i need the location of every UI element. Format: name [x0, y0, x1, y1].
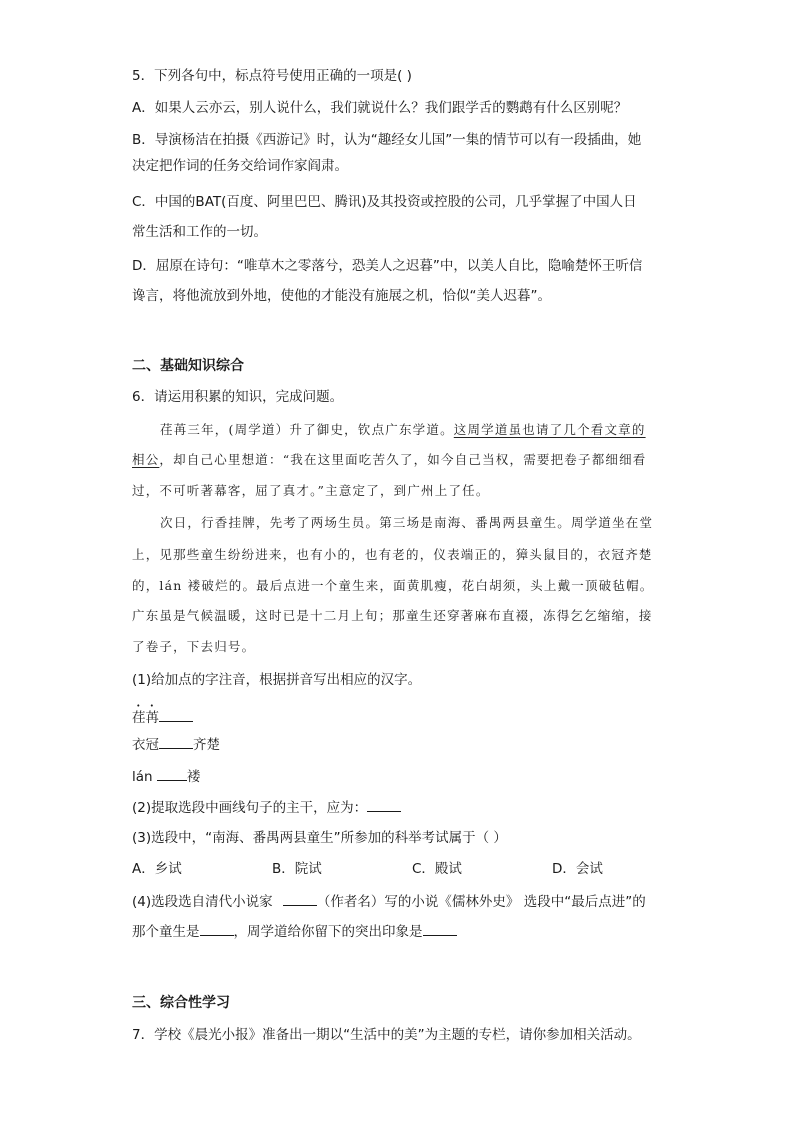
- passage-p2-line5: 了卷子，下去归号。: [132, 639, 256, 654]
- option-c: C．殿试: [412, 861, 462, 877]
- sub-question-text: (2)提取选段中画线句子的主干，应为：: [132, 800, 368, 816]
- section-three-heading: 三、综合性学习: [132, 995, 230, 1011]
- q6-sub1: (1)给加点的字注音，根据拼音写出相应的汉字。: [132, 672, 422, 688]
- passage-text: ，却自己心里想道：“我在这里面吃苦久了，如今自己当权，需要把卷子都细细看: [159, 452, 647, 467]
- q6-sub3-options: [132, 859, 672, 879]
- underlined-sentence-part1: 这周学道虽也请了几个看文章的: [453, 422, 646, 437]
- option-a: A．乡试: [132, 861, 182, 877]
- passage-p2-line4: 广东虽是气候温暖，这时已是十二月上旬；那童生还穿著麻布直裰，冻得乞乞缩缩，接: [132, 608, 653, 623]
- option-b: B．院试: [272, 861, 322, 877]
- sub-question-text: ，周学道给你留下的突出印象是: [233, 924, 423, 940]
- word-text: 衣冠: [132, 737, 159, 753]
- q5-option-b-line2: 决定把作词的任务交给词作家阎肃。: [132, 158, 348, 174]
- q6-stem: 6．请运用积累的知识，完成问题。: [132, 389, 344, 405]
- section-two-heading: 二、基础知识综合: [132, 358, 244, 374]
- word-text: 齐楚: [193, 737, 220, 753]
- q6-sub4-line2: [132, 921, 672, 942]
- dotted-word: 荏苒: [132, 710, 159, 726]
- passage-p2-line2: 上，见那些童生纷纷进来，也有小的，也有老的，仪表端正的，獐头鼠目的，衣冠齐楚: [132, 547, 653, 562]
- q5-option-a: A．如果人云亦云，别人说什么，我们就说什么？我们跟学舌的鹦鹉有什么区别呢？: [132, 100, 628, 116]
- answer-blank[interactable]: [200, 921, 234, 936]
- answer-blank[interactable]: [159, 734, 193, 749]
- q5-option-c-line1: C．中国的BAT(百度、阿里巴巴、腾讯)及其投资或控股的公司，几乎掌握了中国人日: [132, 194, 637, 210]
- sub-question-text: (4)选段选自清代小说家: [132, 894, 277, 910]
- word-text: 褛: [186, 769, 201, 785]
- answer-blank[interactable]: [283, 891, 317, 906]
- passage-p2-line3: 的，lán 褛破烂的。最后点进一个童生来，面黄肌瘦，花白胡须，头上戴一顶破毡帽。: [132, 578, 654, 593]
- q7-stem: 7．学校《晨光小报》准备出一期以“生活中的美”为主题的专栏，请你参加相关活动。: [132, 1027, 641, 1043]
- answer-blank[interactable]: [159, 707, 193, 722]
- answer-blank[interactable]: [157, 766, 187, 781]
- pinyin-text: lán: [132, 769, 157, 785]
- q6-sub1-item1: [132, 702, 672, 728]
- q6-sub4-line1: [132, 891, 672, 912]
- underlined-sentence-part2: 相公: [132, 452, 160, 467]
- passage-text: 荏苒三年，(周学道）升了御史，钦点广东学道。: [160, 422, 454, 437]
- sub-question-text: （作者名）写的小说《儒林外史》 选段中“最后点进”的: [316, 894, 646, 910]
- q5-option-c-line2: 常生活和工作的一切。: [132, 224, 267, 240]
- passage-p1-line3: 过，不可听著幕客，屈了真才。”主意定了，到广州上了任。: [132, 483, 490, 498]
- q5-option-d-line1: D．屈原在诗句：“唯草木之零落兮，恐美人之迟暮”中，以美人自比，隐喻楚怀王听信: [132, 258, 643, 274]
- answer-blank[interactable]: [367, 797, 401, 812]
- q5-stem: 5．下列各句中，标点符号使用正确的一项是( ): [132, 68, 412, 84]
- q5-option-b-line1: B．导演杨洁在拍摄《西游记》时，认为“趣经女儿国”一集的情节可以有一段插曲，她: [132, 132, 642, 148]
- q6-sub3: (3)选段中，“南海、番禺两县童生”所参加的科举考试属于（ ）: [132, 830, 507, 846]
- answer-blank[interactable]: [423, 921, 457, 936]
- option-d: D．会试: [552, 861, 603, 877]
- q6-sub2: [132, 797, 672, 818]
- passage-p1-line1: [160, 420, 660, 440]
- q6-sub1-item2: [132, 734, 672, 755]
- sub-question-text: 那个童生是: [132, 924, 200, 940]
- q5-option-d-line2: 谗言，将他流放到外地，使他的才能没有施展之机，恰似“美人迟暮”。: [132, 288, 551, 304]
- passage-p1-line2: [132, 450, 672, 470]
- q6-sub1-item3: [132, 766, 672, 787]
- passage-p2-line1: 次日，行香挂牌，先考了两场生员。第三场是南海、番禺两县童生。周学道坐在堂: [160, 515, 654, 530]
